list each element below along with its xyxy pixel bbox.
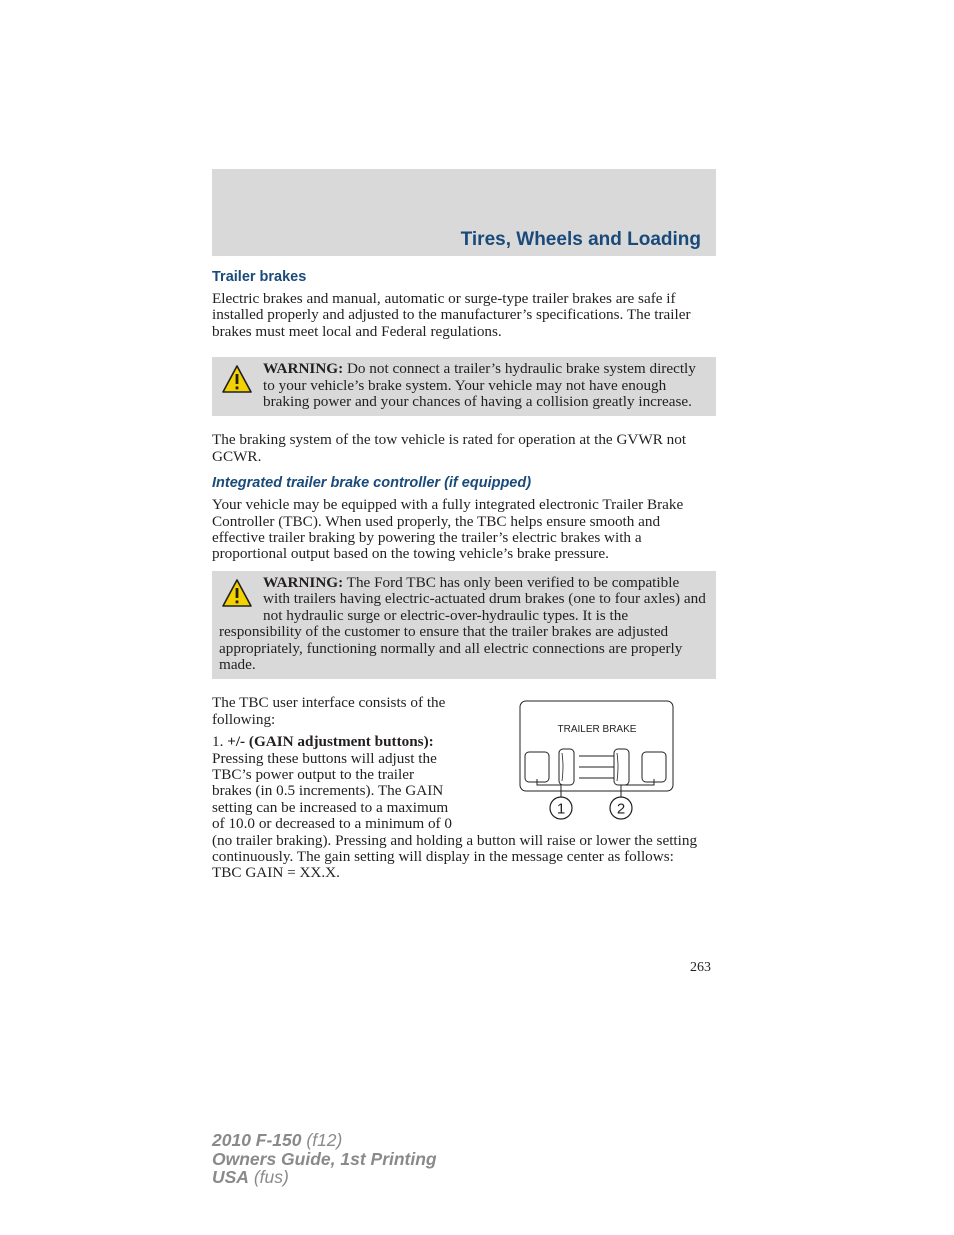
trailer-brakes-heading: Trailer brakes [212,269,307,285]
page-number: 263 [690,960,711,975]
callout-2-label: 2 [616,800,626,818]
trailer-brakes-intro: Electric brakes and manual, automatic or surge-type trailer brakes are safe if installed properly and adjusted to the manufacturer’s specifications. The trailer brakes must meet local and Federal regulations. [212,290,691,340]
gain-plus-button [642,752,666,782]
warning-text: The Ford TBC has only been verified to be compatible with trailers having electric-actuated drum brakes (one to four axles) and not hydraulic surge or electric-over-hydraulic types. It is the responsibility of the customer to ensure that the trailer brakes are adjusted appropriately, functioning normally and all electric connections are properly made. [219,573,706,673]
footer-guide: Owners Guide, 1st Printing [212,1148,437,1169]
braking-rating-text: The braking system of the tow vehicle is rated for operation at the GVWR not GCWR. [212,431,687,465]
page-content [212,268,716,882]
warning-box-hydraulic [212,357,716,416]
footer-market-code: (fus) [248,1167,289,1187]
section-title: Tires, Wheels and Loading [460,229,701,250]
footer-market: USA [212,1167,249,1187]
callout-1-label: 1 [556,800,566,818]
footer-model-code: (f12) [301,1130,343,1150]
footer-model: 2010 F-150 [212,1130,302,1150]
item-text: Pressing these buttons will adjust the TBC’s power output to the trailer brakes (in 0.5 increments). The GAIN setting can be increased to a maximum of 10.0 or decreased to a minimum of 0 (no trailer braking). Pressing and holding a button will raise or lower the setting continuously. The gain setting will display in the message center as follows: TBC GAIN = XX.X. [212,749,698,882]
item-label: +/- (GAIN adjustment buttons): [227,733,434,751]
warning-text: Do not connect a trailer’s hydraulic brake system directly to your vehicle’s brake system. Your vehicle may not have enough braking power and your chances of having a collision greatly increase. [263,360,696,411]
warning-triangle-icon [221,578,253,608]
warning-triangle-icon [221,364,253,394]
panel-label: TRAILER BRAKE [557,724,637,736]
warning-box-tbc [212,571,716,679]
section-header-band [212,169,716,256]
trailer-brake-controller-diagram [517,699,677,829]
tbc-interface-section [212,695,716,881]
warning-label: WARNING: [263,360,344,378]
gain-minus-button [525,752,549,782]
document-footer [212,1131,437,1187]
tbc-interface-intro: The TBC user interface consists of the following: [212,694,446,728]
integrated-tbc-heading: Integrated trailer brake controller (if equipped) [212,475,532,492]
integrated-tbc-intro: Your vehicle may be equipped with a fully integrated electronic Trailer Brake Controller (TBC). When used properly, the TBC helps ensure smooth and effective trailer braking by powering the trailer’s electric brakes with a proportional output based on the towing vehicle’s brake pressure. [212,496,684,563]
item-number: 1. [212,733,228,751]
warning-label: WARNING: [263,573,344,591]
